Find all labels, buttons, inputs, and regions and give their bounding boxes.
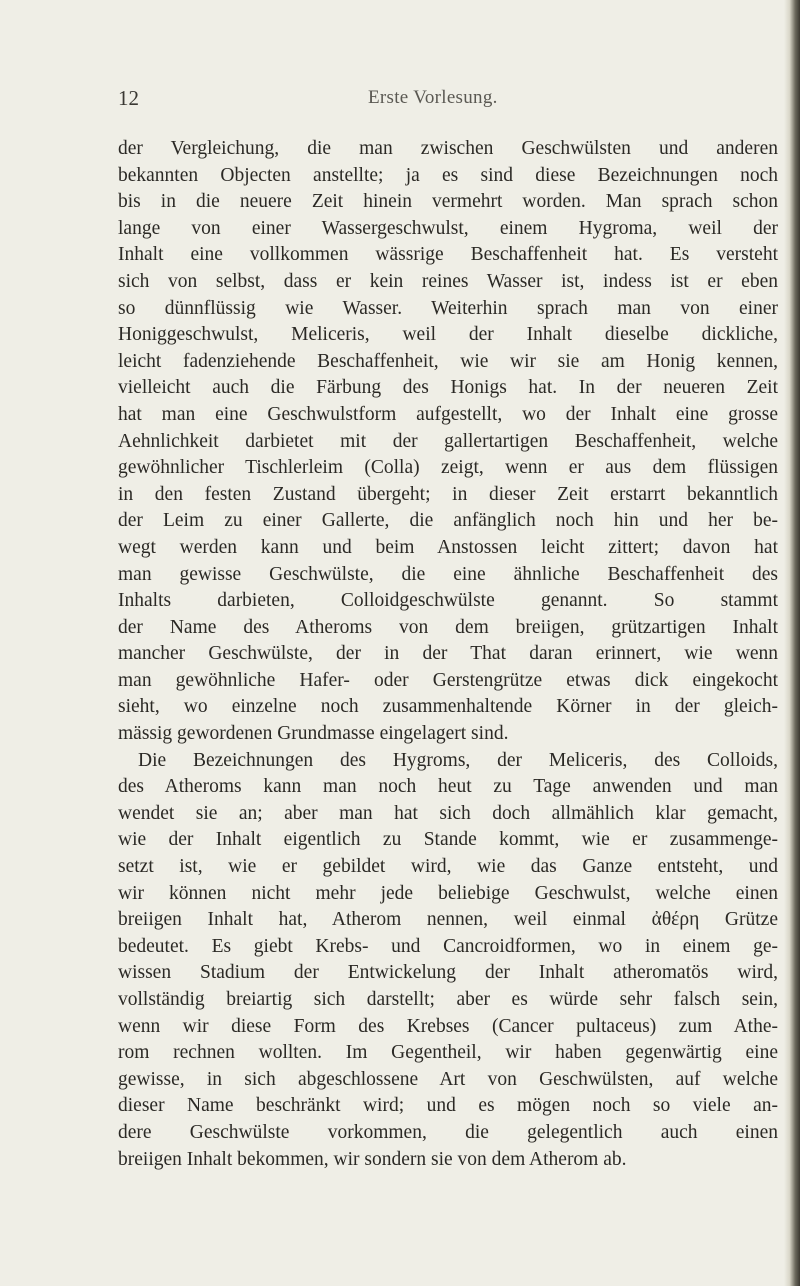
page-header <box>118 86 758 112</box>
text-line: leicht fadenziehende Beschaffenheit, wie wir sie am Honig kennen, <box>118 350 778 372</box>
text-line: sich von selbst, dass er kein reines Wasser ist, indess ist er eben <box>118 270 778 292</box>
text-line: der Vergleichung, die man zwischen Geschwülsten und anderen <box>118 138 778 159</box>
text-line: wegt werden kann und beim Anstossen leicht zittert; davon hat <box>118 536 778 558</box>
text-line: wir können nicht mehr jede beliebige Geschwulst, welche einen <box>118 882 778 904</box>
running-title: Erste Vorlesung. <box>368 87 498 108</box>
text-line: Aehnlichkeit darbietet mit der gallertartigen Beschaffenheit, welche <box>118 430 778 452</box>
body-text <box>118 136 778 1173</box>
text-line: hat man eine Geschwulstform aufgestellt, wo der Inhalt eine grosse <box>118 403 778 425</box>
text-line: der Name des Atheroms von dem breiigen, grützartigen Inhalt <box>118 616 778 638</box>
text-line: gewisse, in sich abgeschlossene Art von Geschwülsten, auf welche <box>118 1068 778 1090</box>
text-line: setzt ist, wie er gebildet wird, wie das Ganze entsteht, und <box>118 856 778 878</box>
text-line: rom rechnen wollten. Im Gegentheil, wir haben gegenwärtig eine <box>118 1042 778 1064</box>
page-edge-shadow <box>784 0 800 1286</box>
text-line: dere Geschwülste vorkommen, die gelegentlich auch einen <box>118 1121 778 1143</box>
text-line: dieser Name beschränkt wird; und es mögen noch so viele an- <box>118 1095 778 1117</box>
text-line: bekannten Objecten anstellte; ja es sind diese Bezeichnungen noch <box>118 164 778 186</box>
text-line: gewöhnlicher Tischlerleim (Colla) zeigt, wenn er aus dem flüssigen <box>118 457 778 479</box>
text-line: Honiggeschwulst, Meliceris, weil der Inhalt dieselbe dickliche, <box>118 324 778 346</box>
text-line: Inhalt eine vollkommen wässrige Beschaffenheit hat. Es versteht <box>118 244 778 266</box>
text-line: vielleicht auch die Färbung des Honigs hat. In der neueren Zeit <box>118 377 778 399</box>
text-line: bedeutet. Es giebt Krebs- und Cancroidformen, wo in einem ge- <box>118 935 778 957</box>
text-line: der Leim zu einer Gallerte, die anfänglich noch hin und her be- <box>118 510 778 532</box>
text-line: man gewöhnliche Hafer- oder Gerstengrütze etwas dick eingekocht <box>118 669 778 691</box>
text-line: Inhalts darbieten, Colloidgeschwülste genannt. So stammt <box>118 590 778 612</box>
text-line: sieht, wo einzelne noch zusammenhaltende Körner in der gleich- <box>118 696 778 718</box>
text-line: lange von einer Wassergeschwulst, einem Hygroma, weil der <box>118 217 778 239</box>
text-line: mässig gewordenen Grundmasse eingelagert sind. <box>118 723 509 745</box>
text-line: Die Bezeichnungen des Hygroms, der Meliceris, des Colloids, <box>138 749 778 771</box>
text-line: wenn wir diese Form des Krebses (Cancer pultaceus) zum Athe- <box>118 1015 778 1037</box>
text-line: wie der Inhalt eigentlich zu Stande kommt, wie er zusammenge- <box>118 829 778 851</box>
text-line: in den festen Zustand übergeht; in dieser Zeit erstarrt bekanntlich <box>118 483 778 505</box>
text-line: des Atheroms kann man noch heut zu Tage anwenden und man <box>118 776 778 798</box>
text-line: breiigen Inhalt bekommen, wir sondern sie von dem Atherom ab. <box>118 1148 627 1170</box>
text-line: vollständig breiartig sich darstellt; aber es würde sehr falsch sein, <box>118 989 778 1010</box>
text-line: man gewisse Geschwülste, die eine ähnliche Beschaffenheit des <box>118 563 778 585</box>
text-line: so dünnflüssig wie Wasser. Weiterhin sprach man von einer <box>118 297 778 319</box>
text-line: bis in die neuere Zeit hinein vermehrt worden. Man sprach schon <box>118 191 778 213</box>
text-line: wissen Stadium der Entwickelung der Inhalt atheromatös wird, <box>118 962 778 984</box>
page-number: 12 <box>118 86 139 110</box>
text-line: mancher Geschwülste, der in der That daran erinnert, wie wenn <box>118 643 778 665</box>
text-line: breiigen Inhalt hat, Atherom nennen, weil einmal ἀθέρη Grütze <box>118 909 778 931</box>
text-line: wendet sie an; aber man hat sich doch allmählich klar gemacht, <box>118 802 778 824</box>
